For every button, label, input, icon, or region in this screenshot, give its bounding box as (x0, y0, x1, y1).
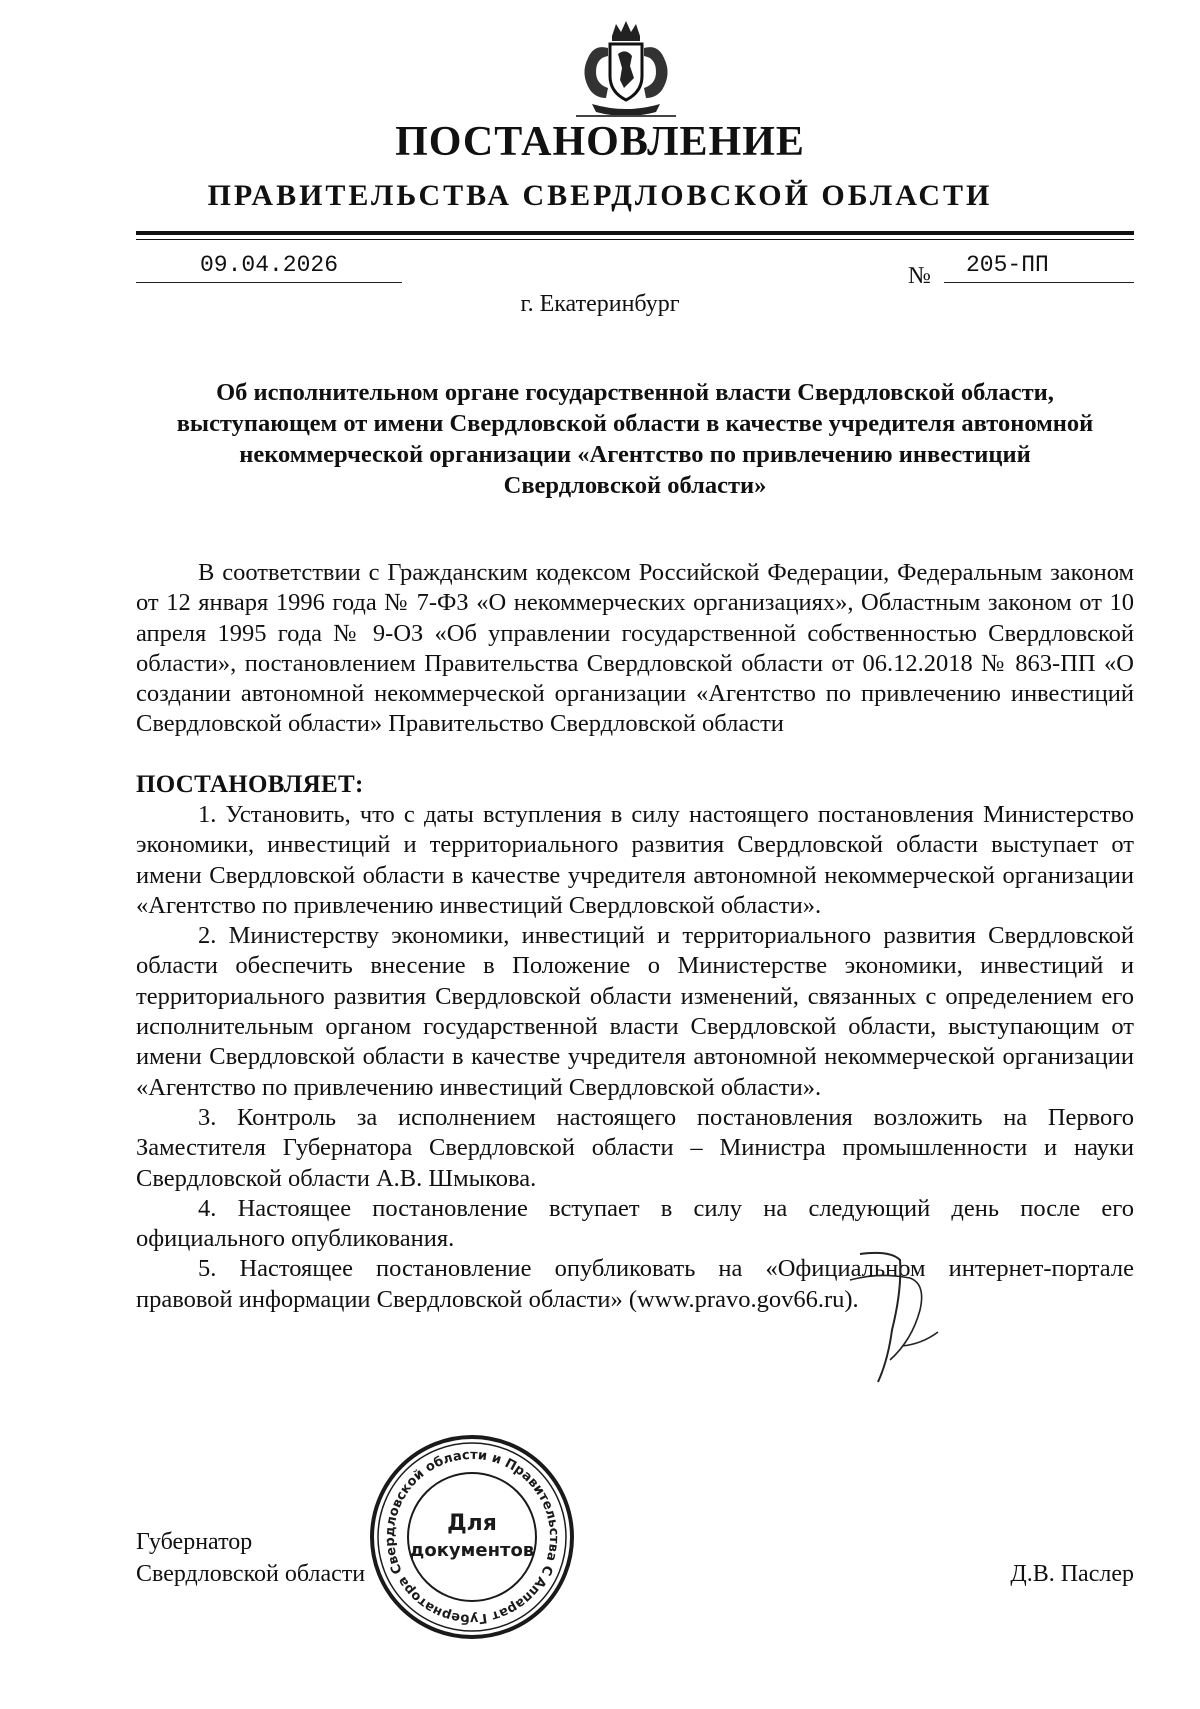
preamble-paragraph: В соответствии с Гражданским кодексом Российской Федерации, Федеральным законом от 12 января 1996 года № 7-ФЗ «О некоммерческих организациях», Областным законом от 10 апреля 1995 года № 9-ОЗ «Об управлении государственной собственностью Свердловской области», постановлением Правительства Свердловской области от 06.12.2018 № 863-ПП «О создании автономной некоммерческой организации «Агентство по привлечению инвестиций Свердловской области» Правительство Свердловской области (136, 559, 1134, 738)
items-block (136, 800, 1134, 1315)
document-number: 205-ПП (944, 250, 1134, 283)
title-line: выступающем от имени Свердловской области в качестве учредителя автономной (176, 410, 1094, 437)
city: г. Екатеринбург (520, 291, 680, 317)
document-date: 09.04.2026 (136, 250, 402, 283)
stamp-center-line1: Для (447, 1511, 497, 1536)
title-line: некоммерческой организации «Агентство по привлечению инвестиций (239, 441, 1031, 468)
item-1-paragraph: 1. Установить, что с даты вступления в силу настоящего постановления Министерство экономики, инвестиций и территориального развития Свердловской области выступает от имени Свердловской области в качестве учредителя автономной некоммерческой организации «Агентство по привлечению инвестиций Свердловской области». (136, 801, 1134, 919)
header-divider-thick (136, 231, 1134, 235)
coat-of-arms-emblem (566, 18, 686, 122)
document-title (136, 377, 1134, 501)
item-5-paragraph: 5. Настоящее постановление опубликовать на «Официальном интернет-портале правовой информации Свердловской области» (www.pravo.gov66.ru). (136, 1255, 1134, 1313)
signatory-name: Д.В. Паслер (1010, 1561, 1134, 1587)
item-4-paragraph: 4. Настоящее постановление вступает в силу на следующий день после его официального опубликования. (136, 1194, 1134, 1253)
signatory-position-line2: Свердловской области (136, 1561, 366, 1587)
header-divider-thin (136, 239, 1134, 240)
signatory-position-line1: Губернатор (136, 1529, 253, 1555)
stamp-ring-text: Аппарат Губернатора Свердловской области и Правительства Свердловской (382, 1447, 562, 1627)
handwritten-signature (830, 1250, 950, 1385)
document-type-heading: ПОСТАНОВЛЕНИЕ (395, 119, 805, 165)
number-label: № (908, 263, 931, 289)
stamp-center-line2: документов (409, 1540, 535, 1561)
signatory-position (136, 1526, 365, 1590)
item-2-paragraph: 2. Министерству экономики, инвестиций и территориального развития Свердловской области обеспечить внесение в Положение о Министерстве экономики, инвестиций и территориального развития Свердловской области изменений, связанных с определением его исполнительным органом государственной власти Свердловской области, выступающим от имени Свердловской области в качестве учредителя автономной некоммерческой организации «Агентство по привлечению инвестиций Свердловской области». (136, 922, 1134, 1101)
item-3-paragraph: 3. Контроль за исполнением настоящего постановления возложить на Первого Заместителя Губернатора Свердловской области – Министра промышленности и науки Свердловской области А.В. Шмыкова. (136, 1103, 1134, 1192)
title-line: Свердловской области» (503, 472, 767, 499)
preamble-block (136, 558, 1134, 740)
issuer-heading: ПРАВИТЕЛЬСТВА СВЕРДЛОВСКОЙ ОБЛАСТИ (207, 179, 993, 212)
official-stamp (367, 1432, 577, 1642)
title-line: Об исполнительном органе государственной власти Свердловской области, (216, 379, 1054, 406)
resolves-heading: ПОСТАНОВЛЯЕТ: (136, 771, 364, 798)
svg-text:Аппарат Губернатора Свердловск (367, 1432, 577, 1642)
